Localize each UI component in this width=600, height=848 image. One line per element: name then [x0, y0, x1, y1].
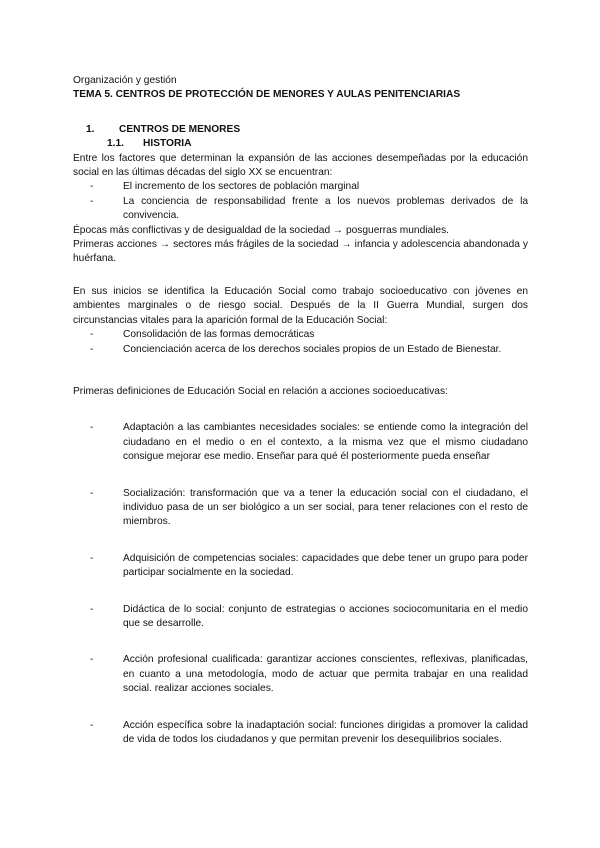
- list-item: - Acción específica sobre la inadaptación social: funciones dirigidas a promover la calidad de vida de todos los ciudadanos y que permitan prevenir los desequilibrios sociales.: [90, 719, 528, 745]
- section-heading: [73, 123, 528, 137]
- list-item: - Didáctica de lo social: conjunto de estrategias o acciones sociocomunitaria en el medio que se desarrolle.: [90, 603, 528, 629]
- list-item: - Socialización: transformación que va a tener la educación social con el ciudadano, el individuo pasa de un ser biológico a un ser social, para tener relaciones con el resto de miembros.: [90, 487, 528, 528]
- list-item: - Concienciación acerca de los derechos sociales propios de un Estado de Bienestar.: [90, 343, 502, 355]
- list-item: - El incremento de los sectores de población marginal: [90, 181, 360, 193]
- circumstances-list: [73, 328, 528, 357]
- section-number: 1.: [86, 123, 95, 135]
- subsection-heading: [73, 137, 528, 151]
- definitions-list: [73, 421, 528, 747]
- factors-list: [73, 180, 528, 223]
- document-page: [73, 74, 528, 747]
- paragraph-epochs: Épocas más conflictivas y de desigualdad de la sociedad → posguerras mundiales.: [73, 224, 450, 236]
- paragraph-factors: Entre los factores que determinan la expansión de las acciones desempeñadas por la educación social en las últimas décadas del siglo XX se encuentran:: [73, 152, 528, 179]
- list-item: - Acción profesional cualificada: garantizar acciones conscientes, reflexivas, planificadas, en cuanto a una metodología, modo de actuar que permita trabajar en una realidad social. realizar acciones sociales.: [90, 654, 528, 695]
- subject-line: Organización y gestión: [73, 75, 177, 86]
- list-item: - Consolidación de las formas democráticas: [90, 329, 315, 341]
- paragraph-first-actions: Primeras acciones → sectores más frágiles de la sociedad → infancia y adolescencia abandonada y huérfana.: [73, 239, 528, 265]
- topic-title: TEMA 5. CENTROS DE PROTECCIÓN DE MENORES Y AULAS PENITENCIARIAS: [73, 89, 461, 101]
- subsection-number: 1.1.: [107, 138, 124, 150]
- list-item: - Adquisición de competencias sociales: capacidades que debe tener un grupo para poder participar socialmente en la sociedad.: [90, 552, 528, 579]
- list-item: - La conciencia de responsabilidad frente a los nuevos problemas derivados de la convivencia.: [90, 195, 528, 222]
- list-item: - Adaptación a las cambiantes necesidades sociales: se entiende como la integración del ciudadano en el medio o en el contexto, a la misma vez que el mismo ciudadano consigue mejorar ese medio. Enseñar para qué él posteriormente pueda enseñar: [90, 422, 528, 463]
- section-title: CENTROS DE MENORES: [119, 123, 241, 135]
- subsection-title: HISTORIA: [143, 138, 192, 150]
- paragraph-definitions: Primeras definiciones de Educación Social en relación a acciones socioeducativas:: [73, 385, 448, 397]
- paragraph-origins: En sus inicios se identifica la Educación Social como trabajo socioeducativo con jóvenes en ambientes marginales o de riesgo social. Después de la II Guerra Mundial, surgen dos circunstancias vitales para la aparición formal de la Educación Social:: [73, 285, 528, 326]
